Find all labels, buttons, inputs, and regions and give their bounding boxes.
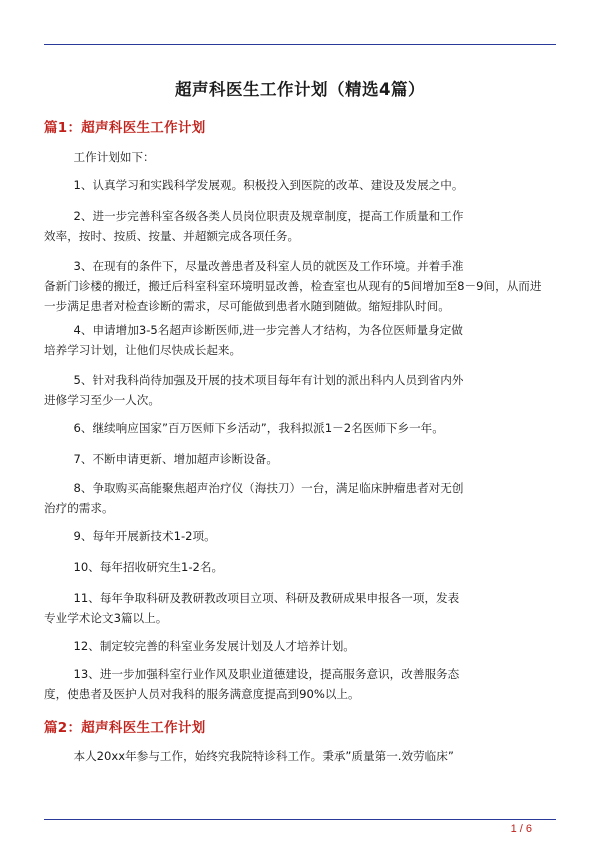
paragraph: 9、每年开展新技术1-2项。 <box>44 529 216 543</box>
paragraph: 10、每年招收研究生1-2名。 <box>44 560 224 574</box>
paragraph: 7、不断申请更新、增加超声诊断设备。 <box>44 452 278 466</box>
paragraph: 3、在现有的条件下，尽量改善患者及科室人员的就医及工作环境。并着手准 备新门诊楼的搬迁，搬迁后科室科室环境明显改善，检查室也从现有的5间增加至8－9间，从而进 一步满足患者对检查诊断的需求，尽可能做到患者水随到随做。缩短排队时间。 <box>44 259 542 313</box>
section-heading-2: 篇2：超声科医生工作计划 <box>44 720 206 736</box>
header-rule <box>44 44 556 45</box>
document-title: 超声科医生工作计划（精选4篇） <box>175 80 425 99</box>
paragraph: 4、申请增加3-5名超声诊断医师,进一步完善人才结构，为各位医师量身定做 培养学习计划，让他们尽快成长起来。 <box>44 323 463 357</box>
paragraph: 本人20xx年参与工作，始终究我院特诊科工作。秉承”质量第一.效劳临床” <box>44 749 454 763</box>
paragraph: 1、认真学习和实践科学发展观。积极投入到医院的改革、建设及发展之中。 <box>44 178 464 192</box>
paragraph: 11、每年争取科研及教研教改项目立项、科研及教研成果申报各一项，发表 专业学术论文3篇以上。 <box>44 591 460 625</box>
paragraph: 工作计划如下： <box>44 150 155 164</box>
paragraph: 12、制定较完善的科室业务发展计划及人才培养计划。 <box>44 639 355 653</box>
section-heading-1: 篇1：超声科医生工作计划 <box>44 120 206 136</box>
page-indicator: 1 / 6 <box>510 823 532 835</box>
footer-rule <box>44 819 556 820</box>
paragraph: 6、继续响应国家”百万医师下乡活动”，我科拟派1－2名医师下乡一年。 <box>44 421 444 435</box>
paragraph: 13、进一步加强科室行业作风及职业道德建设，提高服务意识，改善服务态 度，使患者及医护人员对我科的服务满意度提高到90%以上。 <box>44 667 460 701</box>
paragraph: 2、进一步完善科室各级各类人员岗位职责及规章制度，提高工作质量和工作 效率，按时、按质、按量、并超额完成各项任务。 <box>44 209 464 243</box>
paragraph: 8、争取购买高能聚焦超声治疗仪（海扶刀）一台，满足临床肿瘤患者对无创 治疗的需求。 <box>44 481 464 515</box>
paragraph: 5、针对我科尚待加强及开展的技术项目每年有计划的派出科内人员到省内外 进修学习至少一人次。 <box>44 373 464 407</box>
